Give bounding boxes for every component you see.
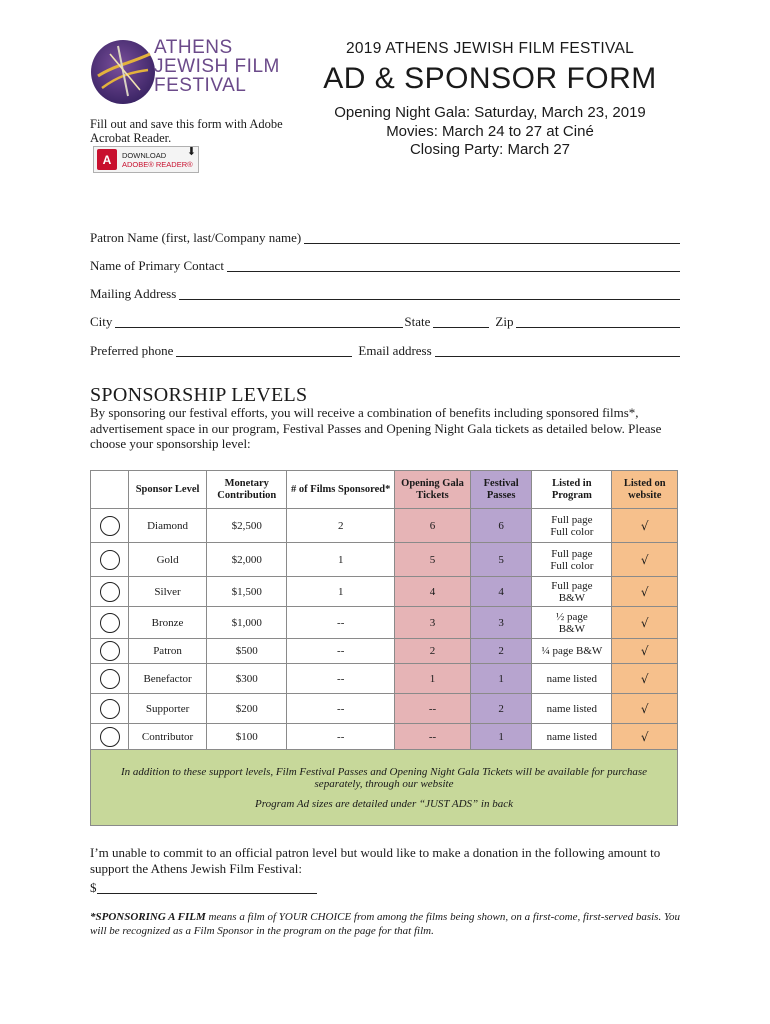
level-passes: 1 [471, 724, 532, 750]
level-contribution: $100 [207, 724, 287, 750]
table-row [91, 694, 678, 724]
patron-name-label: Patron Name (first, last/Company name) [90, 230, 302, 245]
level-radio-silver[interactable] [100, 582, 120, 602]
donation-amount-field[interactable] [97, 880, 317, 894]
movies-dates: Movies: March 24 to 27 at Ciné [386, 122, 594, 140]
primary-contact-field[interactable] [227, 258, 680, 272]
header-listed-program: Listed in Program [532, 471, 612, 509]
level-program: name listed [532, 724, 612, 750]
festival-title: 2019 ATHENS JEWISH FILM FESTIVAL [345, 40, 635, 57]
level-program: Full page B&W [532, 577, 612, 607]
acrobat-sublabel: ADOBE® READER® [122, 159, 193, 169]
level-films: 1 [287, 577, 395, 607]
acrobat-icon: A [97, 149, 117, 170]
level-website-check: √ [612, 577, 678, 607]
film-festival-logo-icon [88, 36, 158, 106]
phone-email-row [90, 341, 680, 359]
logo-line-3: FESTIVAL [154, 75, 247, 96]
level-passes: 3 [471, 607, 532, 639]
level-radio-benefactor[interactable] [100, 669, 120, 689]
zip-label: Zip [495, 314, 514, 329]
header-sponsor-level: Sponsor Level [129, 471, 207, 509]
level-gala: 4 [395, 577, 471, 607]
level-contribution: $2,500 [207, 509, 287, 543]
header-listed-website: Listed on website [612, 471, 678, 509]
level-program: ½ page B&W [532, 607, 612, 639]
level-gala: -- [395, 694, 471, 724]
level-radio-supporter[interactable] [100, 699, 120, 719]
level-website-check: √ [612, 664, 678, 694]
level-website-check: √ [612, 543, 678, 577]
level-radio-bronze[interactable] [100, 613, 120, 633]
city-label: City [90, 314, 113, 329]
level-website-check: √ [612, 509, 678, 543]
level-website-check: √ [612, 694, 678, 724]
primary-contact-label: Name of Primary Contact [90, 258, 224, 273]
level-name: Diamond [129, 509, 207, 543]
level-passes: 6 [471, 509, 532, 543]
level-program: Full page Full color [532, 543, 612, 577]
patron-name-row [90, 228, 680, 246]
level-program: name listed [532, 664, 612, 694]
level-program: Full page Full color [532, 509, 612, 543]
city-state-zip-row [90, 312, 680, 330]
festival-logo [88, 36, 288, 108]
table-row [91, 639, 678, 664]
level-gala: 5 [395, 543, 471, 577]
level-contribution: $1,000 [207, 607, 287, 639]
level-gala: 6 [395, 509, 471, 543]
level-contribution: $200 [207, 694, 287, 724]
level-name: Benefactor [129, 664, 207, 694]
level-contribution: $1,500 [207, 577, 287, 607]
level-name: Gold [129, 543, 207, 577]
level-gala: 2 [395, 639, 471, 664]
table-row [91, 543, 678, 577]
acrobat-label: DOWNLOAD [122, 150, 167, 160]
level-passes: 1 [471, 664, 532, 694]
download-arrow-icon: ⬇ [186, 145, 196, 158]
footnote-term: *SPONSORING A FILM [90, 911, 206, 923]
level-radio-patron[interactable] [100, 641, 120, 661]
level-radio-contributor[interactable] [100, 727, 120, 747]
mailing-address-label: Mailing Address [90, 286, 177, 301]
level-gala: 1 [395, 664, 471, 694]
table-row [91, 607, 678, 639]
level-name: Bronze [129, 607, 207, 639]
level-films: -- [287, 639, 395, 664]
table-note-row [91, 750, 678, 826]
state-field[interactable] [433, 314, 489, 328]
email-label: Email address [358, 343, 432, 358]
gala-date: Opening Night Gala: Saturday, March 23, 2019 [334, 104, 646, 121]
table-row [91, 724, 678, 750]
sponsorship-title: SPONSORSHIP LEVELS [90, 384, 308, 406]
dollar-sign: $ [90, 880, 97, 895]
table-header-row [91, 471, 678, 509]
table-note [91, 750, 678, 826]
level-films: 2 [287, 509, 395, 543]
patron-name-field[interactable] [304, 230, 680, 244]
page-title: AD & SPONSOR FORM [323, 62, 657, 95]
level-name: Silver [129, 577, 207, 607]
level-passes: 4 [471, 577, 532, 607]
level-program: ¼ page B&W [532, 639, 612, 664]
level-gala: -- [395, 724, 471, 750]
level-passes: 2 [471, 694, 532, 724]
note-ad-sizes: Program Ad sizes are detailed under “JUST ADS” in back [255, 797, 513, 810]
level-films: -- [287, 664, 395, 694]
mailing-address-row [90, 284, 680, 302]
zip-field[interactable] [516, 314, 680, 328]
email-field[interactable] [435, 343, 680, 357]
state-label: State [404, 314, 431, 329]
header-festival-passes: Festival Passes [471, 471, 532, 509]
header-gala-tickets: Opening Gala Tickets [395, 471, 471, 509]
mailing-address-field[interactable] [179, 286, 680, 300]
primary-contact-row [90, 256, 680, 274]
table-row [91, 664, 678, 694]
logo-line-2: JEWISH FILM [154, 56, 280, 77]
note-passes: In addition to these support levels, Film Festival Passes and Opening Night Gala Tickets will be available for purchase separately, through our website [120, 765, 647, 790]
level-films: -- [287, 724, 395, 750]
closing-date: Closing Party: March 27 [409, 141, 571, 158]
level-contribution: $2,000 [207, 543, 287, 577]
level-website-check: √ [612, 607, 678, 639]
level-name: Patron [129, 639, 207, 664]
level-films: -- [287, 694, 395, 724]
header-films: # of Films Sponsored* [287, 471, 395, 509]
table-row [91, 577, 678, 607]
level-contribution: $300 [207, 664, 287, 694]
sponsorship-intro: By sponsoring our festival efforts, you will receive a combination of benefits including sponsored films*, advertisement space in our program, Festival Passes and Opening Night Gala tickets as detailed below. Please choose your sponsorship level: [90, 405, 662, 451]
level-contribution: $500 [207, 639, 287, 664]
footnote-text: means a film of YOUR CHOICE from among the films being shown, on a first-come, first-served basis. You will be recognized as a Film Sponsor in the program on the page for that film. [90, 911, 681, 937]
level-radio-gold[interactable] [100, 550, 120, 570]
donation-text: I’m unable to commit to an official patron level but would like to make a donation in the following amount to support the Athens Jewish Film Festival: [90, 845, 661, 876]
level-name: Contributor [129, 724, 207, 750]
header-select [91, 471, 129, 509]
city-field[interactable] [115, 314, 403, 328]
level-gala: 3 [395, 607, 471, 639]
header-contribution: Monetary Contribution [207, 471, 287, 509]
event-dates [310, 104, 670, 160]
logo-line-1: ATHENS [154, 37, 233, 58]
film-sponsor-footnote [90, 910, 690, 938]
download-acrobat-button[interactable] [93, 146, 199, 173]
level-name: Supporter [129, 694, 207, 724]
table-row [91, 509, 678, 543]
phone-label: Preferred phone [90, 343, 174, 358]
donation-amount-row [90, 880, 317, 896]
sponsorship-table [90, 470, 678, 826]
level-films: 1 [287, 543, 395, 577]
level-passes: 5 [471, 543, 532, 577]
level-website-check: √ [612, 724, 678, 750]
level-passes: 2 [471, 639, 532, 664]
level-program: name listed [532, 694, 612, 724]
level-films: -- [287, 607, 395, 639]
level-website-check: √ [612, 639, 678, 664]
level-radio-diamond[interactable] [100, 516, 120, 536]
phone-field[interactable] [176, 343, 352, 357]
acrobat-instructions: Fill out and save this form with Adobe Acrobat Reader. [90, 117, 283, 145]
